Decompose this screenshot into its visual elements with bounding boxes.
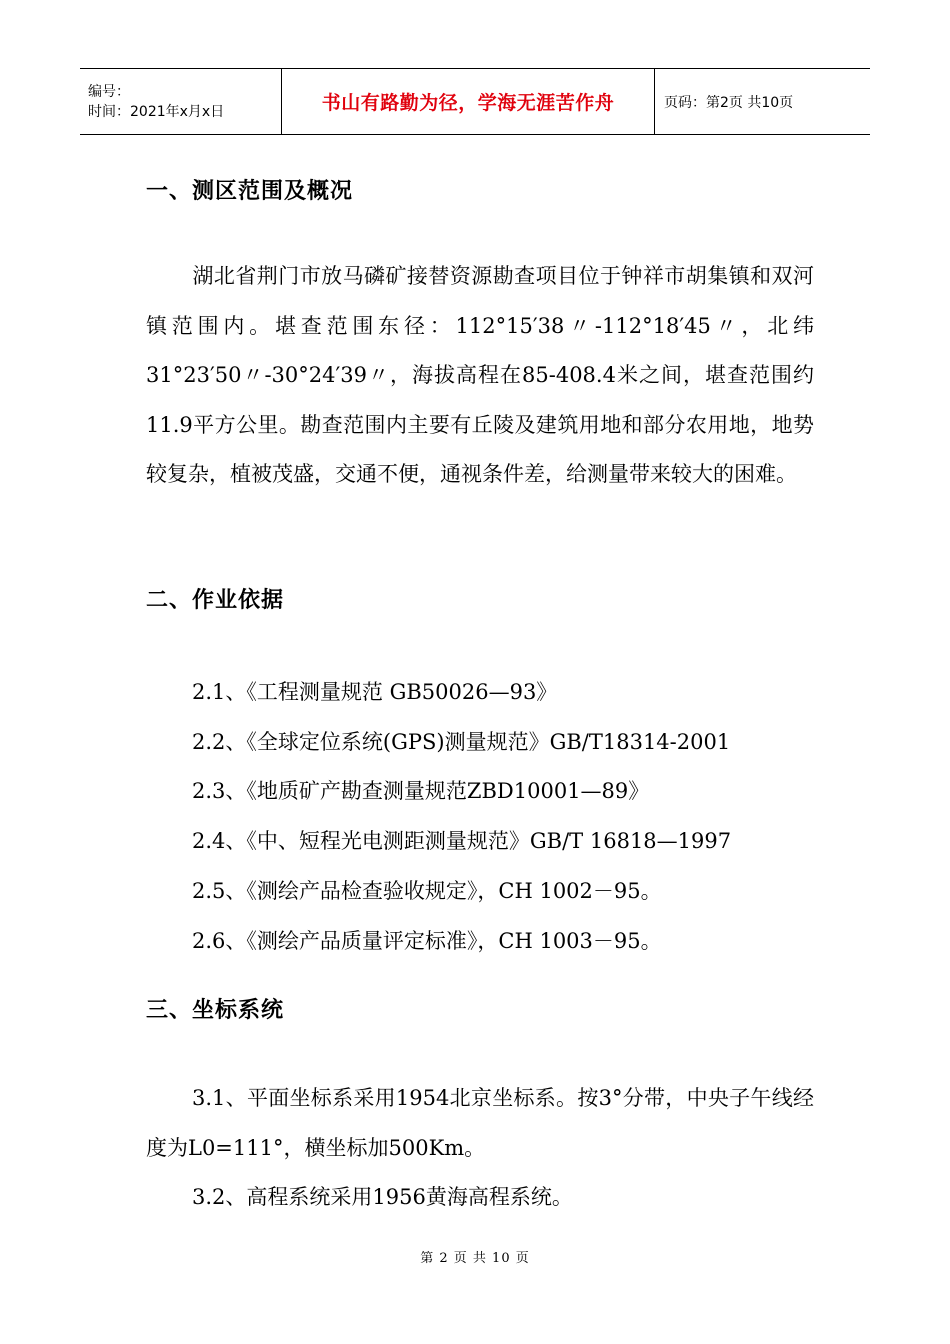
section-title-survey-area: 一、测区范围及概况	[146, 179, 354, 204]
basis-item-6: 2.6、《测绘产品质量评定标准》，CH 1003－95。	[192, 929, 662, 953]
header-meta-cell	[80, 69, 282, 134]
survey-area-paragraph	[146, 252, 814, 500]
basis-item-2: 2.2、《全球定位系统(GPS)测量规范》GB/T18314-2001	[192, 730, 731, 754]
basis-item-1: 2.1、《工程测量规范 GB50026—93》	[192, 680, 558, 704]
section-title-coordinate-system: 三、坐标系统	[146, 998, 285, 1023]
document-header	[80, 68, 870, 135]
header-page-cell	[655, 69, 870, 134]
coordinate-text-1: 3.1、平面坐标系采用1954北京坐标系。按3°分带，中央子午线经度为L0=111°，横坐标加500Km。	[146, 1086, 814, 1160]
page-code: 页码：第2页 共10页	[664, 94, 794, 111]
basis-item-3: 2.3、《地质矿产勘查测量规范ZBD10001—89》	[192, 779, 650, 803]
section-title-basis: 二、作业依据	[146, 588, 285, 613]
coordinate-paragraph-1	[146, 1074, 814, 1173]
header-motto-cell	[282, 69, 655, 134]
number-label: 编号：	[88, 83, 130, 100]
survey-area-text: 湖北省荆门市放马磷矿接替资源勘查项目位于钟祥市胡集镇和双河镇范围内。堪查范围东径：112°15′38〃-112°18′45〃，北纬31°23′50〃-30°24′39〃，海拔高程在85-408.4米之间，堪查范围约11.9平方公里。勘查范围内主要有丘陵及建筑用地和部分农用地，地势较复杂，植被茂盛，交通不便，通视条件差，给测量带来较大的困难。	[146, 264, 814, 486]
coordinate-text-2: 3.2、高程系统采用1956黄海高程系统。	[192, 1185, 573, 1209]
motto-text: 书山有路勤为径，学海无涯苦作舟	[321, 92, 615, 114]
basis-item-4: 2.4、《中、短程光电测距测量规范》GB/T 16818—1997	[192, 829, 732, 853]
time-label: 时间：2021年x月x日	[88, 103, 225, 120]
coordinate-paragraph-2	[146, 1173, 814, 1223]
basis-item-5: 2.5、《测绘产品检查验收规定》，CH 1002－95。	[192, 879, 662, 903]
page-footer: 第 2 页 共 10 页	[420, 1251, 530, 1266]
